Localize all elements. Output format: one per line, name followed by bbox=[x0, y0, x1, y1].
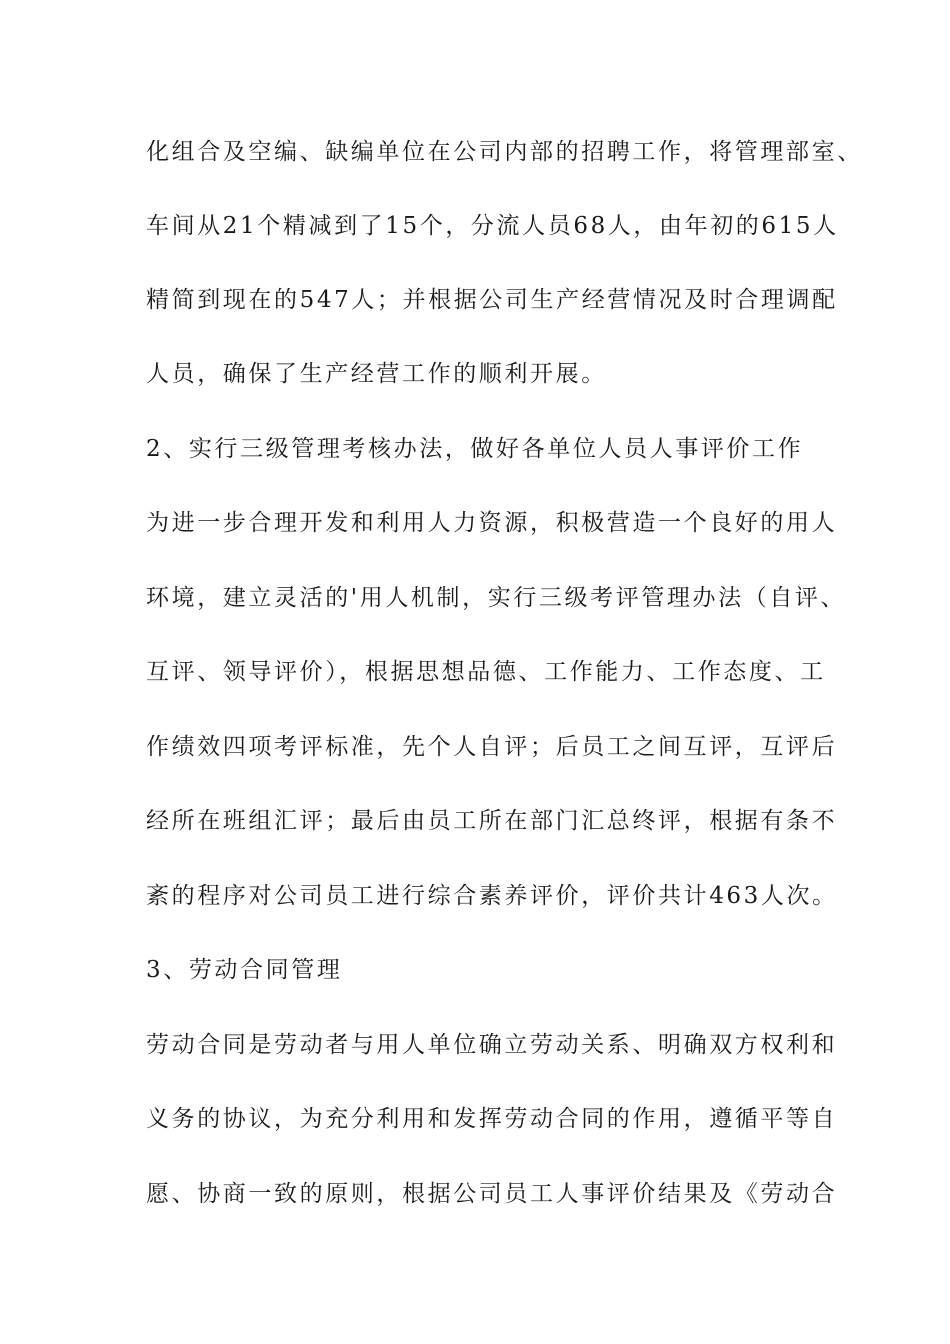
paragraph-line: 化组合及空编、缺编单位在公司内部的招聘工作，将管理部室、 bbox=[146, 139, 863, 165]
paragraph-line: 经所在班组汇评；最后由员工所在部门汇总终评，根据有条不 bbox=[146, 808, 838, 834]
paragraph-line: 互评、领导评价），根据思想品德、工作能力、工作态度、工 bbox=[146, 659, 826, 685]
paragraph-line: 人员，确保了生产经营工作的顺利开展。 bbox=[146, 361, 607, 387]
paragraph-line: 车间从21个精减到了15个，分流人员68人，由年初的615人 bbox=[146, 213, 839, 239]
paragraph-line: 作绩效四项考评标准，先个人自评；后员工之间互评，互评后 bbox=[146, 734, 838, 760]
paragraph-line: 义务的协议，为充分利用和发挥劳动合同的作用，遵循平等自 bbox=[146, 1106, 838, 1132]
paragraph-line: 紊的程序对公司员工进行综合素养评价，评价共计463人次。 bbox=[146, 883, 838, 909]
paragraph-line: 愿、协商一致的原则，根据公司员工人事评价结果及《劳动合 bbox=[146, 1181, 838, 1207]
section-heading: 3、劳动合同管理 bbox=[146, 957, 343, 983]
paragraph-line: 劳动合同是劳动者与用人单位确立劳动关系、明确双方权利和 bbox=[146, 1032, 838, 1058]
paragraph-line: 为进一步合理开发和利用人力资源，积极营造一个良好的用人 bbox=[146, 510, 838, 536]
paragraph-line: 环境，建立灵活的'用人机制，实行三级考评管理办法（自评、 bbox=[146, 585, 847, 611]
paragraph-line: 精简到现在的547人；并根据公司生产经营情况及时合理调配 bbox=[146, 287, 838, 313]
section-heading: 2、实行三级管理考核办法，做好各单位人员人事评价工作 bbox=[146, 436, 804, 462]
